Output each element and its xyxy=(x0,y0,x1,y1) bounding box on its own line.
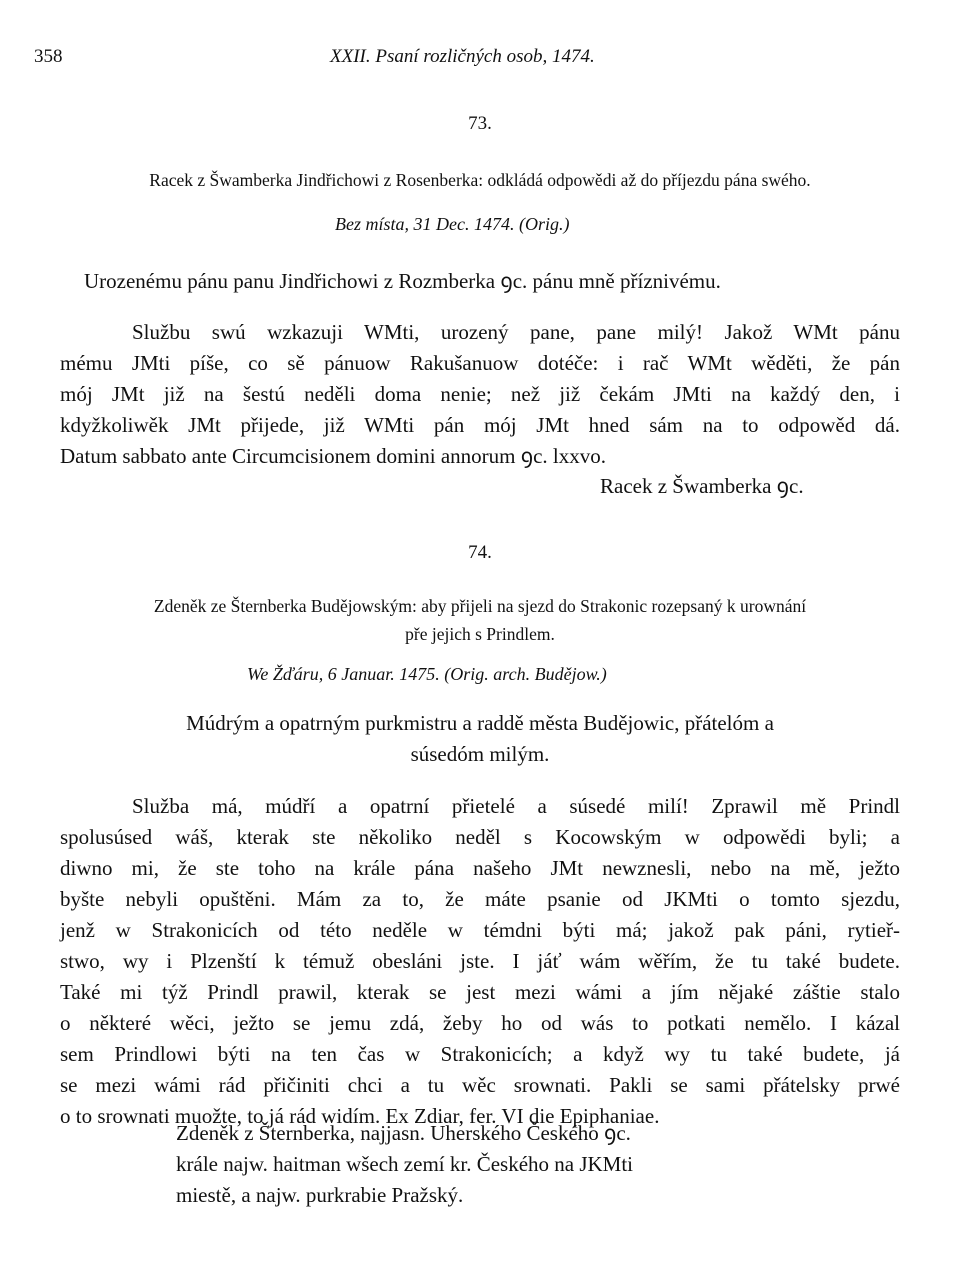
letter-73-body-line: kdyžkoliwěk JMt přijede, již WMti pán mój JMt hned sám na to odpowěd dá. xyxy=(60,413,900,437)
letter-74-number: 74. xyxy=(468,542,492,563)
letter-74-body-line: o některé wěci, ježto se jemu zdá, žeby ho od wás to potkati nemělo. I kázal xyxy=(60,1011,900,1035)
letter-74-body-line: byšte nebyli opuštěni. Mám za to, že máte psanie od JKMti o tomto sjezdu, xyxy=(60,887,900,911)
letter-73-signature: Racek z Šwamberka ꝯc. xyxy=(600,474,804,498)
letter-74-body-line: diwno mi, že ste toho na krále pána našeho JMt newznesli, nebo na mě, ježto xyxy=(60,856,900,880)
letter-73-number: 73. xyxy=(468,113,492,134)
letter-74-signature-line: Zdeněk z Šternberka, najjasn. Uherského Českého ꝯc. xyxy=(176,1121,631,1145)
running-title: XXII. Psaní rozličných osob, 1474. xyxy=(330,46,595,67)
letter-74-body-line: se mezi wámi rád přičiniti chci a tu wěc srownati. Pakli se sami přátelsky prwé xyxy=(60,1073,900,1097)
letter-74-address-line: súsedóm milým. xyxy=(410,742,550,766)
letter-73-summary: Racek z Šwamberka Jindřichowi z Rosenberka: odkládá odpowědi až do příjezdu pána swého. xyxy=(149,170,811,190)
page-number: 358 xyxy=(34,46,63,67)
letter-74-body-line: stwo, wy i Plzenští k témuž obesláni jste. I jáť wám wěřím, že tu také budete. xyxy=(60,949,900,973)
letter-74-body-line: jenž w Strakonicích od této neděle w témdni býti má; jakož pak páni, rytieř- xyxy=(60,918,900,942)
letter-74-summary xyxy=(0,592,960,648)
letter-73-body-line: mému JMti píše, co sě pánuow Rakušanuow dotéče: i rač WMt wěděti, že pán xyxy=(60,351,900,375)
running-header xyxy=(0,46,960,76)
letter-73-address: Urozenému pánu panu Jindřichowi z Rozmberka ꝯc. pánu mně příznivému. xyxy=(84,269,721,293)
letter-74-date-place: We Žďáru, 6 Januar. 1475. (Orig. arch. Budějow.) xyxy=(247,664,607,684)
letter-74-body-line: o to srownati muožte, to já rád widím. Ex Zdiar, fer. VI die Epiphaniae. xyxy=(60,1104,660,1128)
letter-73-body-line: Datum sabbato ante Circumcisionem domini annorum ꝯc. lxxvo. xyxy=(60,444,606,468)
letter-73-body-line: Službu swú wzkazuji WMti, urozený pane, pane milý! Jakož WMt pánu xyxy=(132,320,900,344)
letter-74-summary-line: pře jejich s Prindlem. xyxy=(405,624,555,644)
letter-74-body-line: Také mi týž Prindl prawil, kterak se jest mezi wámi a jím nějaké záštie stalo xyxy=(60,980,900,1004)
letter-74-signature-line: krále najw. haitman wšech zemí kr. Českého na JKMti xyxy=(176,1152,634,1176)
letter-74-body-line: Služba má, múdří a opatrní přietelé a súsedé milí! Zprawil mě Prindl xyxy=(132,794,900,818)
letter-74-signature xyxy=(0,1118,960,1211)
letter-74-summary-line: Zdeněk ze Šternberka Budějowským: aby přijeli na sjezd do Strakonic rozepsaný k urownání xyxy=(153,596,807,616)
letter-74-body-line: spolusúsed wáš, kterak ste několiko neděl s Kocowským w odpowědi byli; a xyxy=(60,825,900,849)
letter-73-body xyxy=(0,317,960,472)
letter-74-body xyxy=(0,791,960,1132)
letter-74-address xyxy=(0,708,960,770)
letter-74-body-line: sem Prindlowi býti na ten čas w Strakonicích; a když wy tu také budete, já xyxy=(60,1042,900,1066)
letter-74-signature-line: miestě, a najw. purkrabie Pražský. xyxy=(176,1183,464,1207)
letter-73-body-line: mój JMt již na šestú neděli doma nenie; než již čekám JMti na každý den, i xyxy=(60,382,900,406)
letter-74-address-line: Múdrým a opatrným purkmistru a raddě města Budějowic, přátelóm a xyxy=(186,711,774,735)
letter-73-date-place: Bez místa, 31 Dec. 1474. (Orig.) xyxy=(335,214,570,234)
